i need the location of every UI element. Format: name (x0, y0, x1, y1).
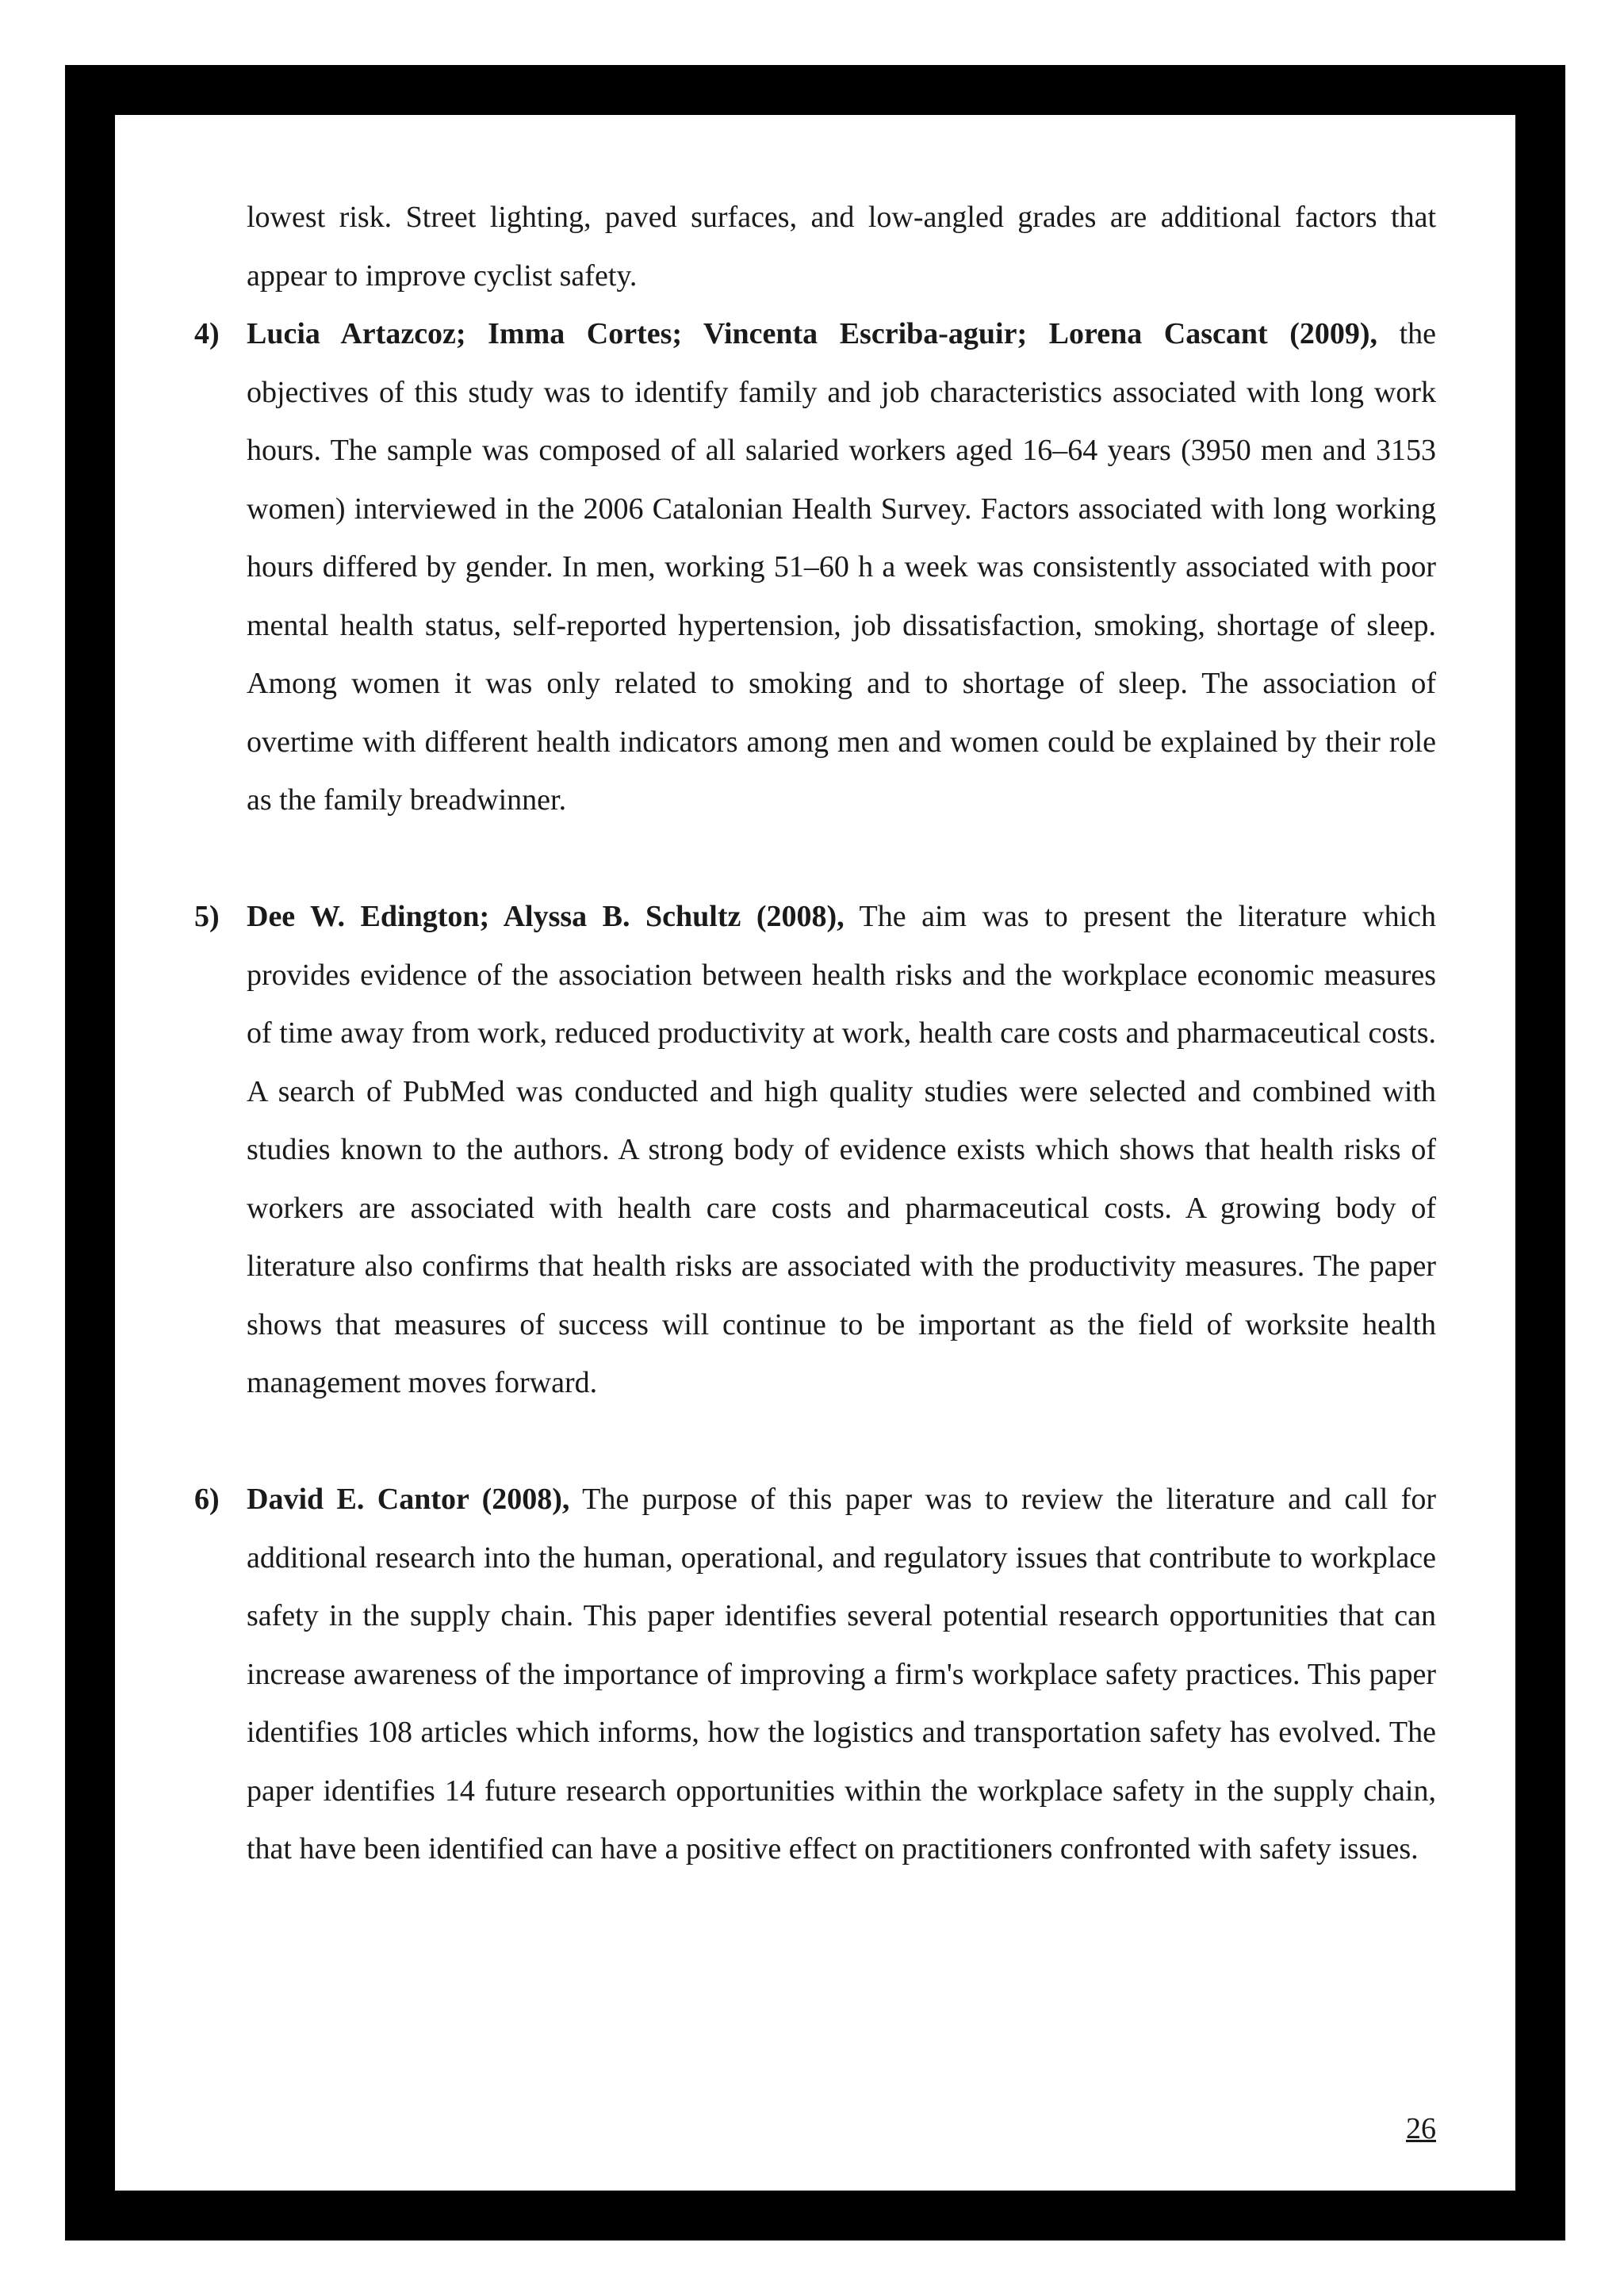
list-number: 4) (194, 317, 220, 350)
list-item-5 (194, 888, 1436, 1399)
list-item-authors: Lucia Artazcoz; Imma Cortes; Vincenta Escriba-aguir; Lorena Cascant (2009), (247, 317, 1378, 350)
list-number: 6) (194, 1483, 220, 1516)
list-item-text: The purpose of this paper was to review the literature and call for additional research into the human, operational, and regulatory issues that contribute to workplace safety in the supply chain. This paper identifies several potential research opportunities that can increase awareness of the importance of improving a firm's workplace safety practices. This paper identifies 108 articles which informs, how the logistics and transportation safety has evolved. The paper identifies 14 future research opportunities within the workplace safety in the supply chain, that have been identified can have a positive effect on practitioners confronted with safety issues. (247, 1483, 1436, 1866)
list-item-text: the objectives of this study was to identify family and job characteristics associated with long work hours. The sample was composed of all salaried workers aged 16–64 years (3950 men and 3153 women) interviewed in the 2006 Catalonian Health Survey. Factors associated with long working hours differed by gender. In men, working 51–60 h a week was consistently associated with poor mental health status, self-reported hypertension, job dissatisfaction, smoking, shortage of sleep. Among women it was only related to smoking and to shortage of sleep. The association of overtime with different health indicators among men and women could be explained by their role as the family breadwinner. (247, 317, 1436, 817)
page-content (115, 115, 1515, 2191)
page (115, 115, 1515, 2191)
intro-continuation-paragraph (247, 189, 1436, 305)
list-item-authors: Dee W. Edington; Alyssa B. Schultz (2008), (247, 900, 845, 933)
list-item-body (247, 1471, 1436, 1879)
list-item-4 (194, 305, 1436, 817)
list-item-authors: David E. Cantor (2008), (247, 1483, 570, 1516)
list-item-text: The aim was to present the literature which provides evidence of the association between health risks and the workplace economic measures of time away from work, reduced productivity at work, health care costs and pharmaceutical costs. A search of PubMed was conducted and high quality studies were selected and combined with studies known to the authors. A strong body of evidence exists which shows that health risks of workers are associated with health care costs and pharmaceutical costs. A growing body of literature also confirms that health risks are associated with the productivity measures. The paper shows that measures of success will continue to be important as the field of worksite health management moves forward. (247, 900, 1436, 1399)
list-item-body (247, 305, 1436, 830)
list-item-body (247, 888, 1436, 1413)
list-number: 5) (194, 900, 220, 933)
page-number: 26 (1406, 2112, 1436, 2145)
list-item-6 (194, 1471, 1436, 1938)
intro-continuation-text: lowest risk. Street lighting, paved surfaces, and low-angled grades are additional factors that appear to improve cyclist safety. (247, 201, 1436, 293)
